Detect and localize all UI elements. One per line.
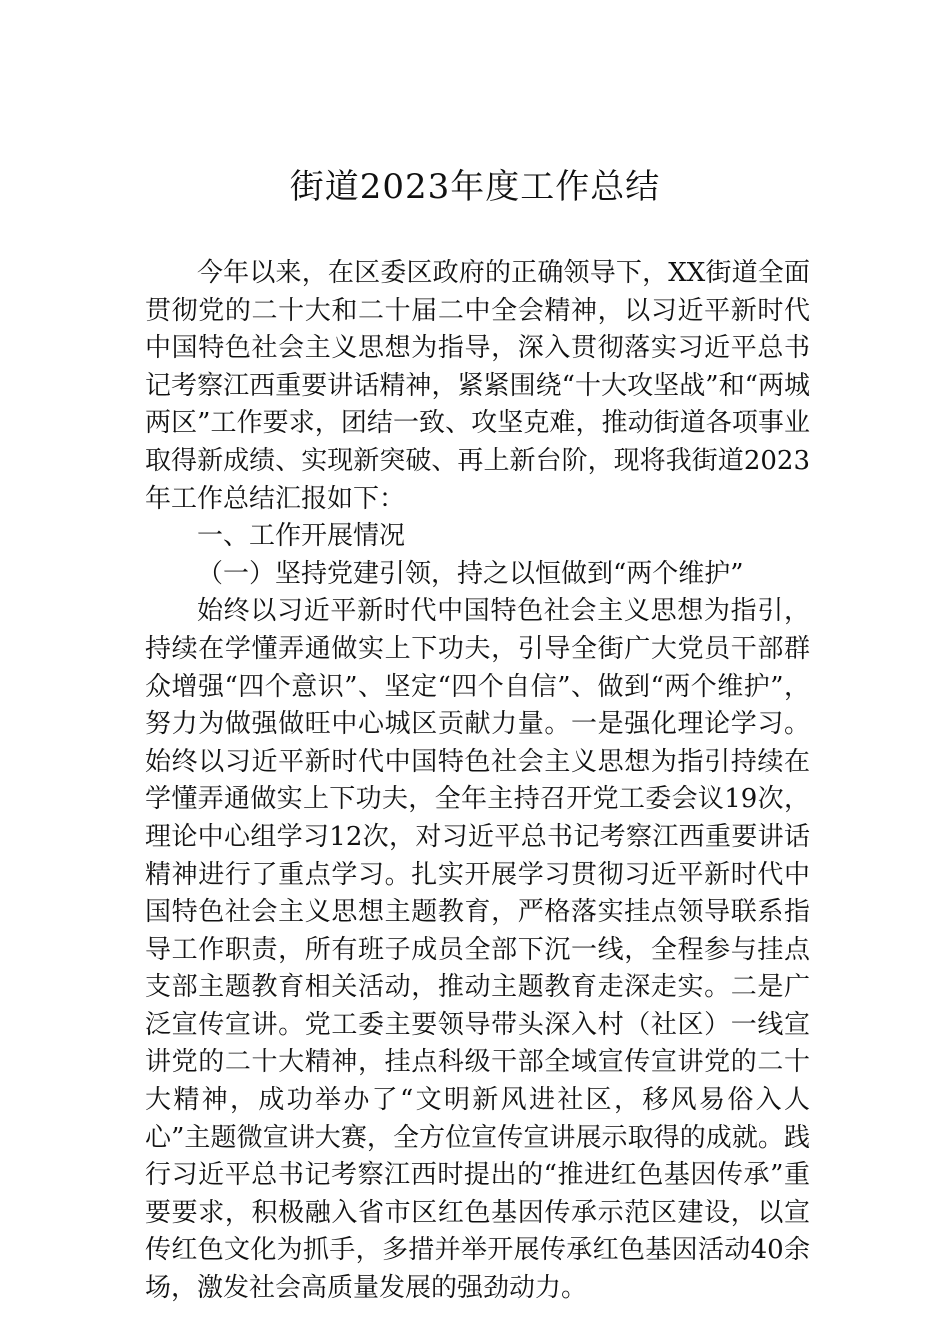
section-heading: 一、工作开展情况: [197, 521, 406, 552]
document-title: 街道2023年度工作总结: [289, 167, 661, 207]
intro-paragraph: 今年以来，在区委区政府的正确领导下，XX街道全面贯彻党的二十大和二十届二中全会精神，以习近平新时代中国特色社会主义思想为指导，深入贯彻落实习近平总书记考察江西重要讲话精神，紧紧围绕“十大攻坚战”和“两城两区”工作要求，团结一致、攻坚克难，推动街道各项事业取得新成绩、实现新突破、再上新台阶，现将我街道2023年工作总结汇报如下：: [145, 258, 810, 514]
document-body: [145, 255, 810, 1308]
subsection-heading: （一）坚持党建引领，持之以恒做到“两个维护”: [197, 558, 744, 589]
body-paragraph: 始终以习近平新时代中国特色社会主义思想为指引，持续在学懂弄通做实上下功夫，引导全街广大党员干部群众增强“四个意识”、坚定“四个自信”、做到“两个维护”，努力为做强做旺中心城区贡献力量。一是强化理论学习。始终以习近平新时代中国特色社会主义思想为指引持续在学懂弄通做实上下功夫，全年主持召开党工委会议19次，理论中心组学习12次，对习近平总书记考察江西重要讲话精神进行了重点学习。扎实开展学习贯彻习近平新时代中国特色社会主义思想主题教育，严格落实挂点领导联系指导工作职责，所有班子成员全部下沉一线，全程参与挂点支部主题教育相关活动，推动主题教育走深走实。二是广泛宣传宣讲。党工委主要领导带头深入村（社区）一线宣讲党的二十大精神，挂点科级干部全域宣传宣讲党的二十大精神，成功举办了“文明新风进社区，移风易俗入人心”主题微宣讲大赛，全方位宣传宣讲展示取得的成就。践行习近平总书记考察江西时提出的“推进红色基因传承”重要要求，积极融入省市区红色基因传承示范区建设，以宣传红色文化为抓手，多措并举开展传承红色基因活动40余场，激发社会高质量发展的强劲动力。: [145, 596, 810, 1304]
